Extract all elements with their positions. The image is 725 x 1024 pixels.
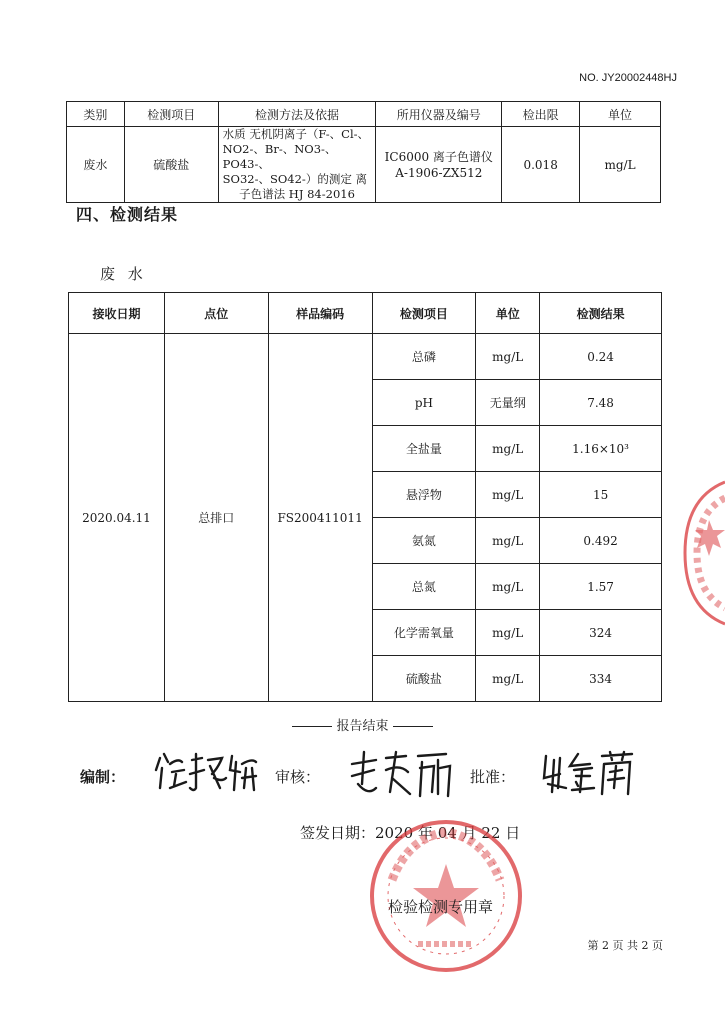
item-cell: 硫酸盐	[124, 127, 218, 203]
reviewed-by-label: 审核：	[275, 768, 321, 786]
header-cell: 接收日期	[69, 293, 165, 334]
header-cell: 点位	[164, 293, 268, 334]
location-cell: 总排口	[164, 334, 268, 702]
result-cell: 334	[540, 656, 662, 702]
report-end	[0, 715, 725, 734]
edge-seal	[683, 478, 725, 632]
approver-signature	[540, 748, 640, 798]
instrument-cell	[376, 127, 502, 203]
section-title: 四、检测结果	[76, 205, 179, 224]
header-cell: 单位	[476, 293, 540, 334]
header-cell: 检测结果	[540, 293, 662, 334]
method-table	[66, 101, 661, 203]
issue-date: 签发日期：2020 年 04 月 22 日	[300, 824, 521, 842]
unit-cell: mg/L	[476, 334, 540, 380]
method-line: SO32-、SO42-）的测定 离	[222, 172, 367, 186]
item-cell: 硫酸盐	[372, 656, 476, 702]
method-line: NO2-、Br-、NO3-、PO43-、	[222, 142, 337, 171]
compiler-signature	[152, 748, 262, 798]
result-cell: 15	[540, 472, 662, 518]
table-row	[69, 334, 662, 380]
category-cell: 废水	[67, 127, 125, 203]
item-cell: 总氮	[372, 564, 476, 610]
header-cell: 类别	[67, 102, 125, 127]
item-cell: 悬浮物	[372, 472, 476, 518]
divider	[292, 726, 332, 727]
header-cell: 检测方法及依据	[218, 102, 376, 127]
result-cell: 1.57	[540, 564, 662, 610]
method-line: 子色谱法 HJ 84-2016	[239, 187, 355, 201]
reviewer-signature	[346, 748, 456, 804]
result-table-header	[69, 293, 662, 334]
item-cell: 化学需氧量	[372, 610, 476, 656]
header-cell: 检出限	[502, 102, 580, 127]
unit-cell: mg/L	[476, 518, 540, 564]
page-number: 第 2 页 共 2 页	[587, 939, 663, 952]
result-cell: 1.16×10³	[540, 426, 662, 472]
unit-cell: mg/L	[476, 564, 540, 610]
unit-cell: mg/L	[580, 127, 661, 203]
unit-cell: mg/L	[476, 472, 540, 518]
header-cell: 单位	[580, 102, 661, 127]
report-end-text: 报告结束	[336, 719, 389, 734]
header-cell: 样品编码	[268, 293, 372, 334]
result-cell: 0.24	[540, 334, 662, 380]
detection-limit-cell: 0.018	[502, 127, 580, 203]
instrument-line: A-1906-ZX512	[395, 165, 483, 180]
sub-title: 废 水	[100, 265, 147, 283]
header-cell: 检测项目	[124, 102, 218, 127]
method-line: 水质 无机阴离子（F-、Cl-、	[222, 127, 370, 141]
report-number: NO. JY20002448HJ	[579, 72, 677, 84]
unit-cell: 无量纲	[476, 380, 540, 426]
item-cell: 氨氮	[372, 518, 476, 564]
approved-by-label: 批准：	[470, 768, 516, 786]
instrument-line: IC6000 离子色谱仪	[384, 149, 493, 164]
compiled-by-label: 编制：	[80, 768, 126, 786]
unit-cell: mg/L	[476, 426, 540, 472]
item-cell: 全盐量	[372, 426, 476, 472]
method-table-header	[67, 102, 661, 127]
method-cell	[218, 127, 376, 203]
result-table	[68, 292, 662, 702]
unit-cell: mg/L	[476, 656, 540, 702]
header-cell: 所用仪器及编号	[376, 102, 502, 127]
divider	[393, 726, 433, 727]
unit-cell: mg/L	[476, 610, 540, 656]
result-cell: 0.492	[540, 518, 662, 564]
header-cell: 检测项目	[372, 293, 476, 334]
receive-date-cell: 2020.04.11	[69, 334, 165, 702]
item-cell: pH	[372, 380, 476, 426]
result-cell: 324	[540, 610, 662, 656]
item-cell: 总磷	[372, 334, 476, 380]
stamp-caption: 检验检测专用章	[388, 898, 494, 916]
table-row	[67, 127, 661, 203]
result-cell: 7.48	[540, 380, 662, 426]
sample-code-cell: FS200411011	[268, 334, 372, 702]
